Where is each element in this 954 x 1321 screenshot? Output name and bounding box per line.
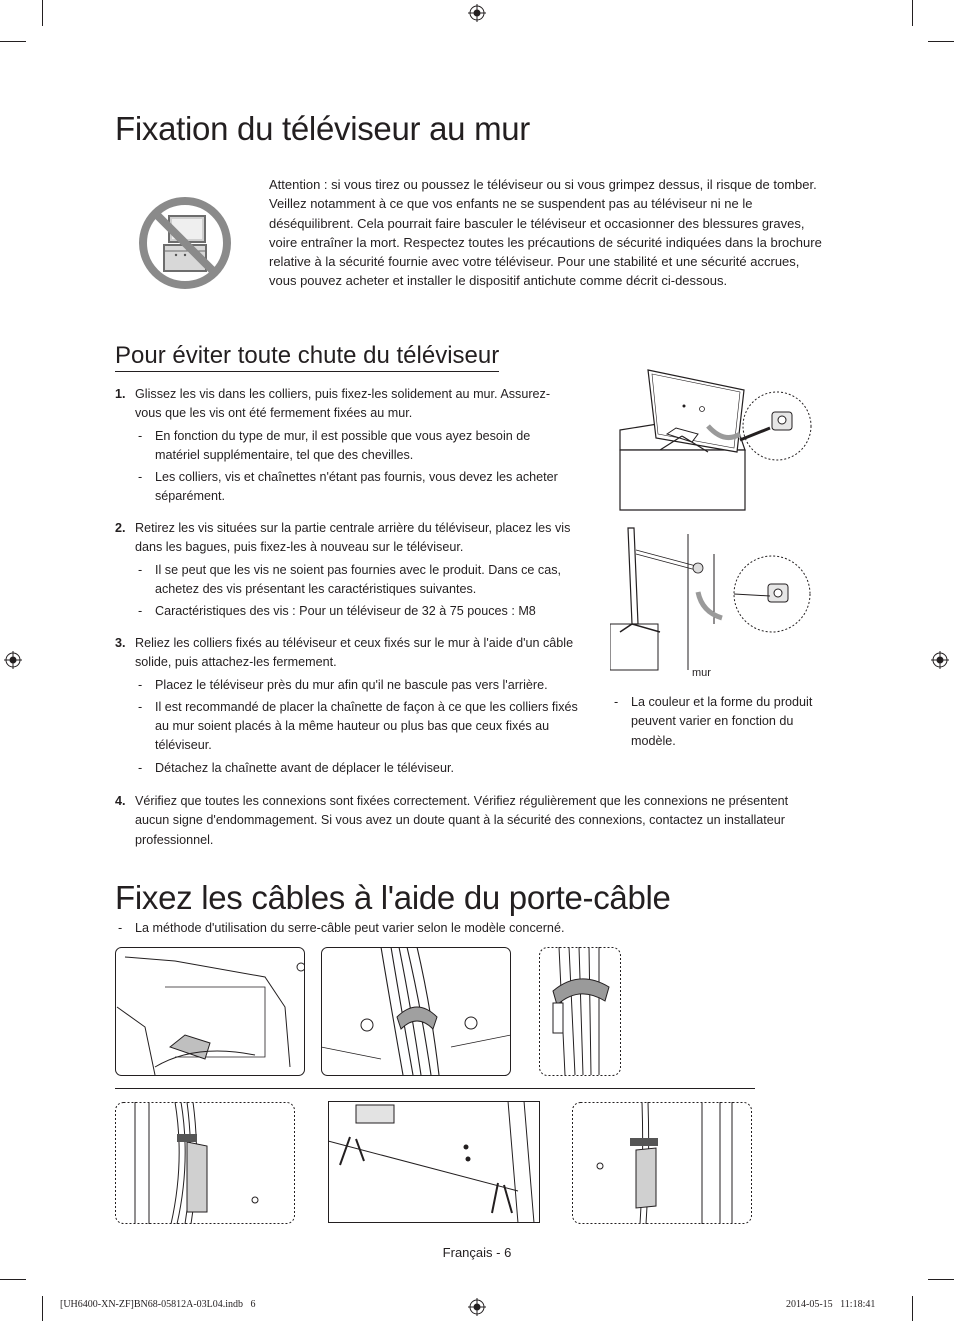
step-sub-note: - Placez le téléviseur près du mur afin qu'il ne bascule pas vers l'arrière. bbox=[135, 676, 595, 695]
step-sub-note: - Il est recommandé de placer la chaînette de façon à ce que les colliers fixés au mur soient placés à la même hauteur ou plus bas que ceux fixés au téléviseur. bbox=[135, 698, 595, 756]
section-divider bbox=[115, 1088, 755, 1089]
crop-mark bbox=[0, 1279, 26, 1280]
cable-holder-step2-illustration bbox=[321, 947, 511, 1076]
crop-mark bbox=[928, 41, 954, 42]
cable-routing-right-illustration bbox=[572, 1102, 752, 1224]
step-sub-note: - Détachez la chaînette avant de déplacer le téléviseur. bbox=[135, 759, 595, 778]
crop-mark bbox=[42, 0, 43, 26]
crop-mark bbox=[928, 1279, 954, 1280]
step-item bbox=[115, 519, 575, 621]
step-sub-note: - Les colliers, vis et chaînettes n'étant pas fournis, vous devez les acheter séparément. bbox=[135, 468, 575, 507]
figure-note-text: La couleur et la forme du produit peuvent varier en fonction du modèle. bbox=[631, 695, 813, 748]
step-sub-note: - Caractéristiques des vis : Pour un téléviseur de 32 à 75 pouces : M8 bbox=[135, 602, 575, 621]
crop-mark bbox=[0, 41, 26, 42]
cable-note bbox=[115, 916, 815, 938]
print-file-info: [UH6400-XN-ZF]BN68-05812A-03L04.indb 6 bbox=[60, 1299, 256, 1310]
step-item bbox=[115, 385, 575, 507]
registration-mark-icon bbox=[468, 4, 486, 22]
cable-holder-step1-illustration bbox=[115, 947, 305, 1076]
tv-wall-chain-illustration bbox=[610, 524, 822, 672]
registration-mark-icon bbox=[931, 651, 949, 669]
tv-stand-bracket-illustration bbox=[612, 362, 824, 514]
wall-label: mur bbox=[692, 667, 711, 679]
no-climbing-warning-icon bbox=[138, 196, 232, 290]
page-title: Fixation du téléviseur au mur bbox=[115, 110, 530, 147]
step-item bbox=[115, 792, 815, 850]
step-item bbox=[115, 634, 595, 778]
step-text: Glissez les vis dans les colliers, puis fixez-les solidement au mur. Assurez-vous que les vis ont été fermement fixées au mur. bbox=[135, 387, 551, 421]
cable-holder-step3-illustration bbox=[539, 947, 621, 1076]
crop-mark bbox=[42, 1296, 43, 1321]
figure-note bbox=[611, 690, 823, 751]
step-sub-note: - Il se peut que les vis ne soient pas fournies avec le produit. Dans ce cas, achetez des vis présentant les caractéristiques suivantes. bbox=[135, 561, 575, 600]
section-title: Pour éviter toute chute du téléviseur bbox=[115, 344, 499, 372]
cable-routing-center-illustration bbox=[328, 1101, 540, 1223]
step-number: 1. bbox=[115, 387, 126, 401]
registration-mark-icon bbox=[4, 651, 22, 669]
step-number: 2. bbox=[115, 521, 126, 535]
step-number: 4. bbox=[115, 794, 126, 808]
step-text: Reliez les colliers fixés au téléviseur et ceux fixés sur le mur à l'aide d'un câble solide, puis attachez-les fermement. bbox=[135, 636, 574, 670]
print-date-info: 2014-05-15 11:18:41 bbox=[786, 1299, 876, 1310]
crop-mark bbox=[912, 0, 913, 26]
page-number: Français - 6 bbox=[442, 1245, 512, 1260]
step-text: Retirez les vis situées sur la partie centrale arrière du téléviseur, placez les vis dans les bagues, puis fixez-les à nouveau sur le téléviseur. bbox=[135, 521, 571, 555]
cable-note-text: La méthode d'utilisation du serre-câble peut varier selon le modèle concerné. bbox=[135, 921, 565, 935]
step-text: Vérifiez que toutes les connexions sont fixées correctement. Vérifiez régulièrement que les connexions ne présentent aucun signe d'endommagement. Si vous avez un doute quant à la sécurité des connexions, contactez un installateur professionnel. bbox=[135, 794, 789, 847]
cables-title: Fixez les câbles à l'aide du porte-câble bbox=[115, 879, 671, 916]
crop-mark bbox=[912, 1296, 913, 1321]
warning-text: Attention : si vous tirez ou poussez le téléviseur ou si vous grimpez dessus, il risque de tomber. Veillez notamment à ce que vos enfants ne se suspendent pas au téléviseur ni ne le déséquilibrent. Cela pourrait faire basculer le téléviseur et occasionner des blessures graves, voire entraîner la mort. Respectez toutes les précautions de sécurité indiquées dans la brochure relative à la sécurité fournie avec votre téléviseur. Pour une stabilité et une sécurité accrues, vous pouvez acheter et installer le dispositif antichute comme décrit ci-dessous. bbox=[269, 177, 822, 289]
cable-routing-left-illustration bbox=[115, 1102, 295, 1224]
step-number: 3. bbox=[115, 636, 126, 650]
registration-mark-icon bbox=[468, 1298, 486, 1316]
step-sub-note: - En fonction du type de mur, il est possible que vous ayez besoin de matériel supplémentaire, tel que des chevilles. bbox=[135, 427, 575, 466]
